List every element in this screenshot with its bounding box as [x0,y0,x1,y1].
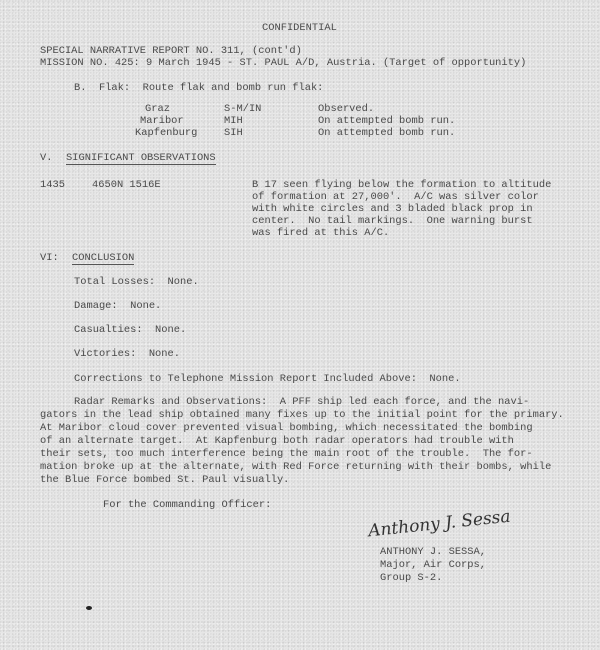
radar-line: the Blue Force bombed St. Paul visually. [40,474,290,486]
conclusion-item: Corrections to Telephone Mission Report Included Above: None. [74,373,461,385]
flak-heading: B. Flak: Route flak and bomb run flak: [74,82,324,94]
flak-type: SIH [224,127,243,139]
radar-line: of an alternate target. At Kapfenburg both radar operators had trouble with [40,435,514,447]
conclusion-item: Victories: None. [74,348,181,360]
signatory-rank: Major, Air Corps, [380,559,487,571]
radar-line: mation broke up at the alternate, with Red Force returning with their bombs, while [40,461,552,473]
flak-place: Kapfenburg [135,127,198,139]
section-heading: SIGNIFICANT OBSERVATIONS [66,152,216,164]
observation-line: of formation at 27,000'. A/C was silver color [252,191,539,203]
flak-type: S-M/IN [224,103,262,115]
handwritten-signature: Anthony J. Sessa [367,506,512,542]
signatory-name: ANTHONY J. SESSA, [380,546,487,558]
for-commanding-officer: For the Commanding Officer: [103,499,272,511]
ink-spot [86,606,92,610]
flak-note: On attempted bomb run. [318,127,456,139]
radar-line: Radar Remarks and Observations: A PFF ship led each force, and the navi- [74,396,530,408]
flak-note: On attempted bomb run. [318,115,456,127]
flak-place: Maribor [140,115,184,127]
section-heading: CONCLUSION [72,252,135,264]
observation-line: was fired at this A/C. [252,227,390,239]
flak-note: Observed. [318,103,375,115]
flak-type: MIH [224,115,243,127]
conclusion-item: Damage: None. [74,300,162,312]
radar-line: gators in the lead ship obtained many fixes up to the initial point for the primary. [40,409,564,421]
observation-line: center. No tail markings. One warning burst [252,215,533,227]
report-title: SPECIAL NARRATIVE REPORT NO. 311, (cont'd) [40,45,302,57]
observation-line: B 17 seen flying below the formation to altitude [252,179,552,191]
section-number: VI: [40,252,59,264]
conclusion-item: Casualties: None. [74,324,187,336]
mission-line: MISSION NO. 425: 9 March 1945 - ST. PAUL A/D, Austria. (Target of opportunity) [40,57,527,69]
observation-coords: 4650N 1516E [92,179,161,191]
section-number: V. [40,152,53,164]
conclusion-item: Total Losses: None. [74,276,199,288]
observation-time: 1435 [40,179,65,191]
flak-place: Graz [145,103,170,115]
signatory-position: Group S-2. [380,572,443,584]
radar-line: their sets, too much interference being the main root of the trouble. The for- [40,448,533,460]
observation-line: with white circles and 3 bladed black prop in [252,203,533,215]
radar-line: At Maribor cloud cover prevented visual bombing, which necessitated the bombing [40,422,533,434]
classification-header: CONFIDENTIAL [262,22,337,34]
